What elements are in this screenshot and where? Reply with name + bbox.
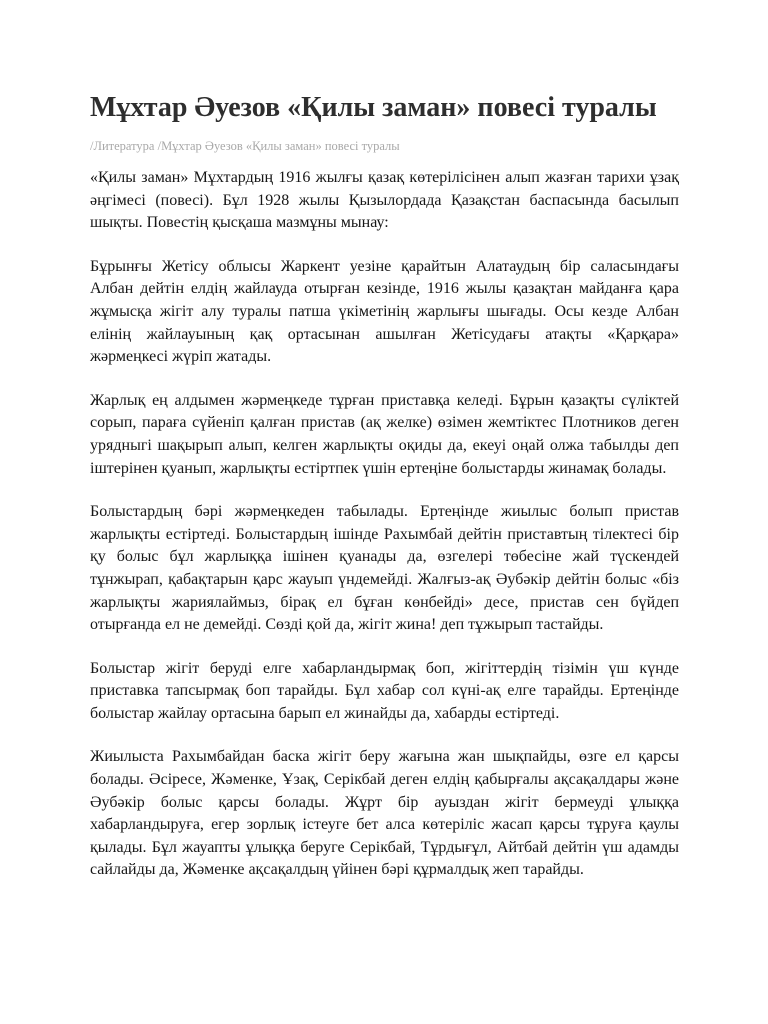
paragraph: Жиылыста Рахымбайдан баска жігіт беру жағына жан шықпайды, өзге ел қарсы болады. Әсіресе, Жәменке, Ұзақ, Серікбай деген елдің қабырғалы ақсақалдары және Әубәкір болыс қарсы болады. Жұрт бір ауыздан жігіт бермеуді ұлыққа хабарландыруға, егер зорлық істеуге бет алса көтеріліс жасап қарсы тұруға қаулы қылады. Бұл жауапты ұлыққа беруге Серікбай, Тұрдығұл, Айтбай дейтін үш адамды сайлайды да, Жәменке ақсақалдың үйінен бәрі құрмалдық жеп тарайды. [90,748,679,879]
paragraph: Болыстардың бәрі жәрмеңкеден табылады. Ертеңінде жиылыс болып пристав жарлықты естіртеді. Болыстардың ішінде Рахымбай дейтін приставтың тілектесі бір қу болыс бұл жарлыққа ішінен қуанады да, өзгелері төбесіне жай түскендей тұнжырап, қабақтарын қарс жауып үндемейді. Жалғыз-ақ Әубәкір дейтін болыс «біз жарлықты жариялаймыз, бірақ ел бұған көнбейді» десе, пристав сен бүйдеп отырғанда ел не демейді. Сөзді қой да, жігіт жина! деп тұжырып тастайды. [90,503,679,634]
article-body [90,167,679,882]
paragraph: Болыстар жігіт беруді елге хабарландырмақ боп, жігіттердің тізімін үш күнде приставка тапсырмақ боп тарайды. Бұл хабар сол күні-ақ елге тарайды. Ертеңінде болыстар жайлау ортасына барып ел жинайды да, хабарды естіртеді. [90,659,679,722]
paragraph: Жарлық ең алдымен жәрмеңкеде тұрған приставқа келеді. Бұрын қазақты сүліктей сорып, параға сүйеніп қалған пристав (ақ желке) өзімен жемтіктес Плотников деген урядныгі шақырып алып, келген жарлықты оқиды да, екеуі оңай олжа табылды деп іштерінен қуанып, жарлықты естіртпек үшін ертеңіне болыстарды жинамақ болады. [90,391,679,477]
paragraph: «Қилы заман» Мұхтардың 1916 жылғы қазақ көтерілісінен алып жазған тарихи ұзақ әңгімесі (повесі). Бұл 1928 жылы Қызылордада Қазақстан баспасында басылып шықты. Повестің қысқаша мазмұны мынау: [90,169,679,232]
page-title: Мұхтар Әуезов «Қилы заман» повесі туралы [90,92,657,123]
paragraph: Бұрынғы Жетісу облысы Жаркент уезіне қарайтын Алатаудың бір саласындағы Албан дейтін елдің жайлауда отырған кезінде, 1916 жылы қазақтан майданға қара жұмысқа жігіт алу туралы патша үкіметінің жарлығы шығады. Осы кезде Албан елінің жайлауының қақ ортасынан ашылған Жетісудағы атақты «Қарқара» жәрмеңкесі жүріп жатады. [90,257,679,366]
breadcrumb: /Литература /Мұхтар Әуезов «Қилы заман» повесі туралы [90,139,400,153]
